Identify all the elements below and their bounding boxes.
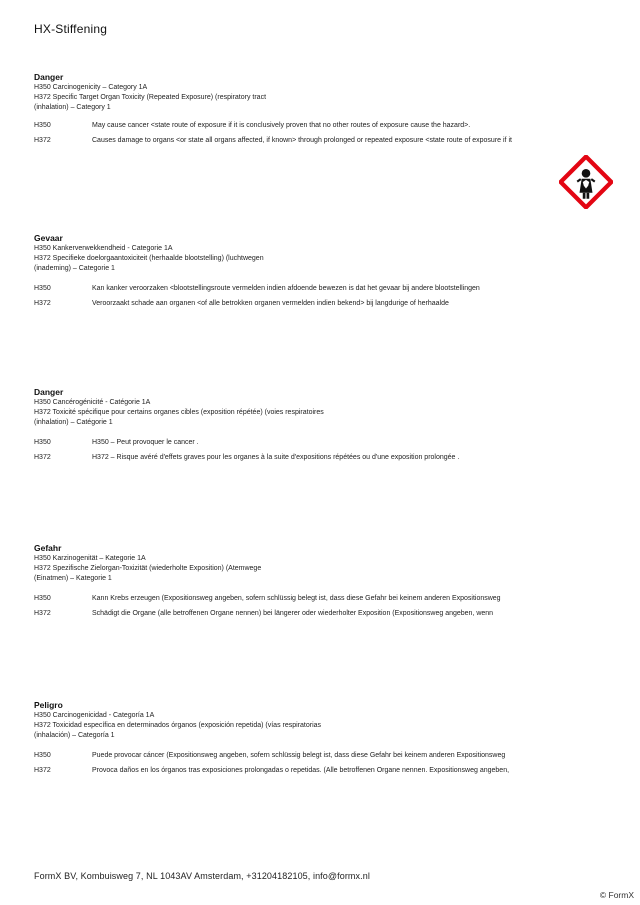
classification-line: H372 Specific Target Organ Toxicity (Repeated Exposure) (respiratory tract (34, 94, 267, 101)
statement-text: Provoca daños en los órganos tras exposiciones prolongadas o repetidas. (Alle betroffenen Organe nennen. Expositionsweg angeben, (92, 767, 510, 774)
statement-text: H350 – Peut provoquer le cancer . (92, 439, 199, 446)
hazard-statements (34, 121, 604, 146)
statement-text: Causes damage to organs <or state all organs affected, if known> through prolonged or repeated exposure <state route of exposure if it (92, 137, 512, 144)
hazard-statement (34, 284, 604, 294)
hazard-statement (34, 136, 604, 146)
statement-code: H372 (34, 300, 51, 307)
statement-text: Kan kanker veroorzaken <blootstellingsroute vermelden indien afdoende bewezen is dat het gevaar bij andere blootstellingen (92, 285, 480, 292)
statement-text: Kann Krebs erzeugen (Expositionsweg angeben, sofern schlüssig belegt ist, dass diese Gefahr bei keinem anderen Expositionsweg (92, 595, 501, 602)
hazard-statement (34, 766, 604, 776)
hazard-statements (34, 751, 604, 776)
statement-code: H350 (34, 285, 51, 292)
footer-contact: FormX BV, Kombuisweg 7, NL 1043AV Amsterdam, +31204182105, info@formx.nl (34, 871, 370, 881)
hazard-section-french (34, 387, 604, 468)
statement-text: May cause cancer <state route of exposure if it is conclusively proven that no other routes of exposure cause the hazard>. (92, 122, 471, 129)
statement-text: Veroorzaakt schade aan organen <of alle betrokken organen vermelden indien bekend> bij langdurige of herhaalde (92, 300, 449, 307)
classification-line: H372 Toxicité spécifique pour certains organes cibles (exposition répétée) (voies respiratoires (34, 409, 324, 416)
statement-text: Puede provocar cáncer (Expositionsweg angeben, sofern schlüssig belegt ist, dass diese Gefahr bei keinem anderen Expositionsweg (92, 752, 506, 759)
hazard-statement (34, 299, 604, 309)
hazard-statement (34, 121, 604, 131)
document-title: HX-Stiffening (34, 22, 108, 36)
hazard-section-german (34, 543, 604, 624)
classification-line: H350 Kankerverwekkendheid - Categorie 1A (34, 245, 173, 252)
classification-line: (Einatmen) – Kategorie 1 (34, 575, 112, 582)
classification-line: (inhalation) – Category 1 (34, 104, 111, 111)
signal-word: Danger (34, 387, 64, 397)
hazard-statement (34, 751, 604, 761)
hazard-statement (34, 453, 604, 463)
hazard-statement (34, 438, 604, 448)
classification-line: H350 Carcinogenicidad - Categoría 1A (34, 712, 155, 719)
hazard-section-english (34, 72, 604, 151)
statement-code: H372 (34, 137, 51, 144)
statement-code: H372 (34, 767, 51, 774)
statement-code: H350 (34, 439, 51, 446)
signal-word: Gevaar (34, 233, 63, 243)
classification-line: H350 Carcinogenicity – Category 1A (34, 84, 148, 91)
statement-code: H372 (34, 610, 51, 617)
hazard-statements (34, 594, 604, 619)
hazard-section-dutch (34, 233, 604, 314)
classification-line: (inademing) – Categorie 1 (34, 265, 115, 272)
signal-word: Gefahr (34, 543, 62, 553)
statement-code: H350 (34, 595, 51, 602)
classification-line: H350 Cancérogénicité - Catégorie 1A (34, 399, 151, 406)
classification-line: H372 Specifieke doelorgaantoxiciteit (herhaalde blootstelling) (luchtwegen (34, 255, 264, 262)
classification-line: (inhalation) – Catégorie 1 (34, 419, 113, 426)
hazard-section-spanish (34, 700, 604, 781)
classification-line: H372 Toxicidad específica en determinados órganos (exposición repetida) (vías respiratorias (34, 722, 322, 729)
hazard-statements (34, 438, 604, 463)
classification-line: (inhalación) – Categoría 1 (34, 732, 115, 739)
signal-word: Peligro (34, 700, 63, 710)
classification-line: H350 Karzinogenität – Kategorie 1A (34, 555, 146, 562)
hazard-statements (34, 284, 604, 309)
ghs08-health-hazard-icon (559, 155, 613, 209)
statement-code: H372 (34, 454, 51, 461)
signal-word: Danger (34, 72, 64, 82)
copyright-notice: © FormX (599, 890, 634, 900)
statement-code: H350 (34, 752, 51, 759)
hazard-statement (34, 594, 604, 604)
statement-code: H350 (34, 122, 51, 129)
statement-text: H372 – Risque avéré d'effets graves pour les organes à la suite d'expositions répétées ou d'une exposition prolongée . (92, 454, 460, 461)
classification-line: H372 Spezifische Zielorgan-Toxizität (wiederholte Exposition) (Atemwege (34, 565, 262, 572)
hazard-statement (34, 609, 604, 619)
statement-text: Schädigt die Organe (alle betroffenen Organe nennen) bei längerer oder wiederholter Exposition (Expositionsweg angeben, wenn (92, 610, 494, 617)
